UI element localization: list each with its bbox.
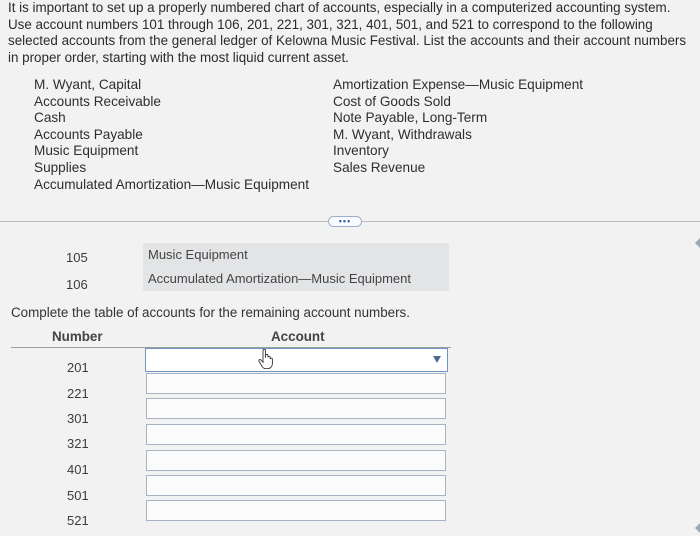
account-dropdown[interactable] bbox=[146, 398, 446, 419]
account-item: M. Wyant, Capital bbox=[34, 77, 142, 92]
account-dropdown[interactable] bbox=[146, 424, 446, 445]
number-column-header: Number bbox=[52, 329, 103, 344]
account-number: 221 bbox=[67, 386, 89, 401]
account-item: Accumulated Amortization—Music Equipment bbox=[34, 176, 310, 192]
account-number: 321 bbox=[67, 436, 89, 451]
accounts-list-right bbox=[333, 77, 583, 177]
account-number: 301 bbox=[67, 411, 89, 426]
hand-pointer-icon bbox=[258, 349, 274, 369]
account-item: Cost of Goods Sold bbox=[333, 93, 451, 109]
account-dropdown[interactable] bbox=[146, 373, 446, 394]
account-dropdown[interactable] bbox=[146, 450, 446, 471]
account-item: Amortization Expense—Music Equipment bbox=[333, 77, 584, 92]
given-account-number: 105 bbox=[66, 250, 88, 265]
account-item: Inventory bbox=[333, 143, 389, 159]
account-column-header: Account bbox=[271, 329, 325, 344]
expand-more-button[interactable]: ••• bbox=[328, 216, 362, 227]
account-dropdown[interactable] bbox=[146, 475, 446, 496]
account-item: Music Equipment bbox=[34, 143, 139, 159]
account-number: 401 bbox=[67, 462, 89, 477]
account-number: 501 bbox=[67, 488, 89, 503]
problem-intro: It is important to set up a properly numbered chart of accounts, especially in a computerized accounting system. Use account numbers 101 through 106, 201, 221, 301, 321, 401, 501, and 521 to correspond to the following selected accounts from the general ledger of Kelowna Music Festival. List the accounts and their account numbers in proper order, starting with the most liquid current asset. bbox=[8, 0, 687, 65]
account-item: Accounts Receivable bbox=[34, 93, 161, 109]
account-item: Note Payable, Long-Term bbox=[333, 110, 488, 126]
given-account-number: 106 bbox=[66, 277, 88, 292]
account-dropdown[interactable] bbox=[146, 500, 446, 521]
accounts-list-left bbox=[34, 77, 309, 193]
chevron-left-icon[interactable] bbox=[695, 523, 700, 533]
account-number: 521 bbox=[67, 513, 89, 528]
account-dropdown[interactable] bbox=[145, 348, 448, 372]
account-item: Accounts Payable bbox=[34, 126, 143, 142]
table-instruction: Complete the table of accounts for the remaining account numbers. bbox=[11, 305, 410, 320]
chevron-down-icon[interactable] bbox=[433, 356, 441, 363]
given-account-name: Accumulated Amortization—Music Equipment bbox=[143, 267, 449, 291]
account-item: Cash bbox=[34, 110, 66, 126]
account-item: Supplies bbox=[34, 159, 87, 175]
given-account-name: Music Equipment bbox=[143, 243, 449, 267]
account-number: 201 bbox=[67, 360, 89, 375]
account-item: M. Wyant, Withdrawals bbox=[333, 126, 472, 142]
chevron-left-icon[interactable] bbox=[695, 238, 700, 248]
account-item: Sales Revenue bbox=[333, 159, 426, 175]
